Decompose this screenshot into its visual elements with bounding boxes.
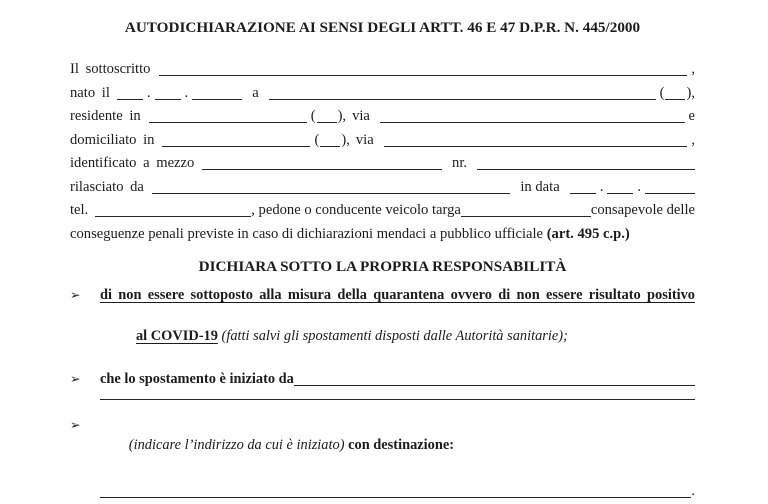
bullet-content xyxy=(100,415,695,477)
blank-line-residence-street xyxy=(380,120,685,123)
blank-line-birth-province xyxy=(665,97,685,100)
blank-line-destination xyxy=(100,495,691,498)
field-label-identificato: identificato a mezzo xyxy=(70,155,195,171)
blank-line-trip-origin-continued xyxy=(100,397,695,400)
form-line-residente xyxy=(70,105,695,129)
paren-open: ( xyxy=(659,84,665,101)
instruction-address-note: (indicare l’indirizzo da cui è iniziato) xyxy=(128,437,345,453)
blank-line-id-number xyxy=(477,167,695,170)
blank-line-issue-year xyxy=(645,191,695,194)
section-heading: DICHIARA SOTTO LA PROPRIA RESPONSABILITÀ xyxy=(198,258,567,275)
blank-line-residence-city xyxy=(149,120,307,123)
field-label-in-data: in data xyxy=(520,178,560,195)
blank-line-domicile-street xyxy=(384,144,688,147)
blank-line-issue-month xyxy=(607,191,633,194)
arrow-bullet-icon: ➢ xyxy=(70,287,81,302)
blank-line-domicile-city xyxy=(162,144,310,147)
field-label-nato-il: nato il xyxy=(70,84,110,101)
date-separator: . xyxy=(599,178,604,195)
form-line-conseguenze xyxy=(70,223,695,247)
paren-close: ), xyxy=(686,84,695,101)
declaration-quarantine-text: di non essere sottoposto alla misura della quarantena ovvero di non essere risultato positivo xyxy=(100,287,695,303)
field-label-tel: tel. xyxy=(70,202,89,218)
field-label-pedone-targa: , pedone o conducente veicolo targa xyxy=(251,202,461,218)
declaration-destination-label: con destinazione: xyxy=(348,437,455,453)
paren-open: ( xyxy=(310,108,316,124)
form-line-domiciliato xyxy=(70,129,695,153)
bullet-item-destinazione xyxy=(70,415,695,477)
paren-close: ), xyxy=(337,108,347,124)
field-label-rilasciato: rilasciato da xyxy=(70,178,144,195)
blank-line-domicile-province xyxy=(320,144,340,147)
declaration-exception-note: (fatti salvi gli spostamenti disposti dalle Autorità sanitarie); xyxy=(221,328,568,344)
document-title: AUTODICHIARAZIONE AI SENSI DEGLI ARTT. 46 E 47 D.P.R. N. 445/2000 xyxy=(124,19,641,36)
bullet-text-line1 xyxy=(100,285,695,306)
blank-line-birth-month xyxy=(155,97,181,100)
paren-open: ( xyxy=(314,131,320,148)
blank-line-plate xyxy=(461,214,591,217)
blank-line-birth-place xyxy=(269,97,656,100)
field-label-via: via xyxy=(355,131,374,148)
bullet-text-line2 xyxy=(100,306,695,368)
blank-line-phone xyxy=(95,214,251,217)
blank-line-id-document xyxy=(202,167,442,170)
paren-close: ), xyxy=(341,131,350,148)
field-label-a: a xyxy=(252,84,259,101)
declaration-covid-text: al COVID-19 xyxy=(135,328,218,344)
form-line-tel xyxy=(70,199,695,223)
continuation-line xyxy=(100,394,695,413)
arrow-bullet-icon: ➢ xyxy=(70,416,81,432)
punctuation: , xyxy=(691,61,695,77)
declaration-list xyxy=(70,285,695,504)
field-label-sottoscritto: Il sottoscritto xyxy=(70,61,151,77)
date-separator: . xyxy=(637,178,641,195)
form-line-rilasciato xyxy=(70,176,695,200)
bullet-item-spostamento xyxy=(70,369,695,390)
punctuation: , xyxy=(691,131,695,148)
legal-warning-text: conseguenze penali previste in caso di dichiarazioni mendaci a pubblico ufficiale xyxy=(70,225,547,242)
date-separator: . xyxy=(184,84,189,101)
field-label-via: via xyxy=(352,108,370,124)
bullet-content xyxy=(100,369,695,390)
declaration-trip-start-text: che lo spostamento è iniziato da xyxy=(100,371,294,387)
form-line-nato xyxy=(70,82,695,106)
field-label-nr: nr. xyxy=(452,155,468,171)
bullet-item-quarantena xyxy=(70,285,695,367)
punctuation: . xyxy=(691,483,695,499)
form-line-sottoscritto xyxy=(70,58,695,82)
field-label-e: e xyxy=(688,108,695,124)
field-label-residente: residente in xyxy=(70,108,141,124)
bullet-content xyxy=(100,285,695,367)
date-separator: . xyxy=(146,84,151,101)
legal-article-reference: (art. 495 c.p.) xyxy=(546,225,630,242)
field-label-consapevole: consapevole delle xyxy=(590,202,695,218)
blank-line-issuer xyxy=(152,191,510,194)
blank-line-name xyxy=(159,73,687,76)
arrow-bullet-icon: ➢ xyxy=(70,371,81,386)
blank-line-birth-day xyxy=(117,97,143,100)
blank-line-residence-province xyxy=(317,120,337,123)
form-line-identificato xyxy=(70,152,695,176)
blank-line-birth-year xyxy=(192,97,242,100)
blank-line-trip-origin xyxy=(294,383,695,386)
field-label-domiciliato: domiciliato in xyxy=(70,131,155,148)
destination-line xyxy=(100,483,695,504)
blank-line-issue-day xyxy=(570,191,596,194)
